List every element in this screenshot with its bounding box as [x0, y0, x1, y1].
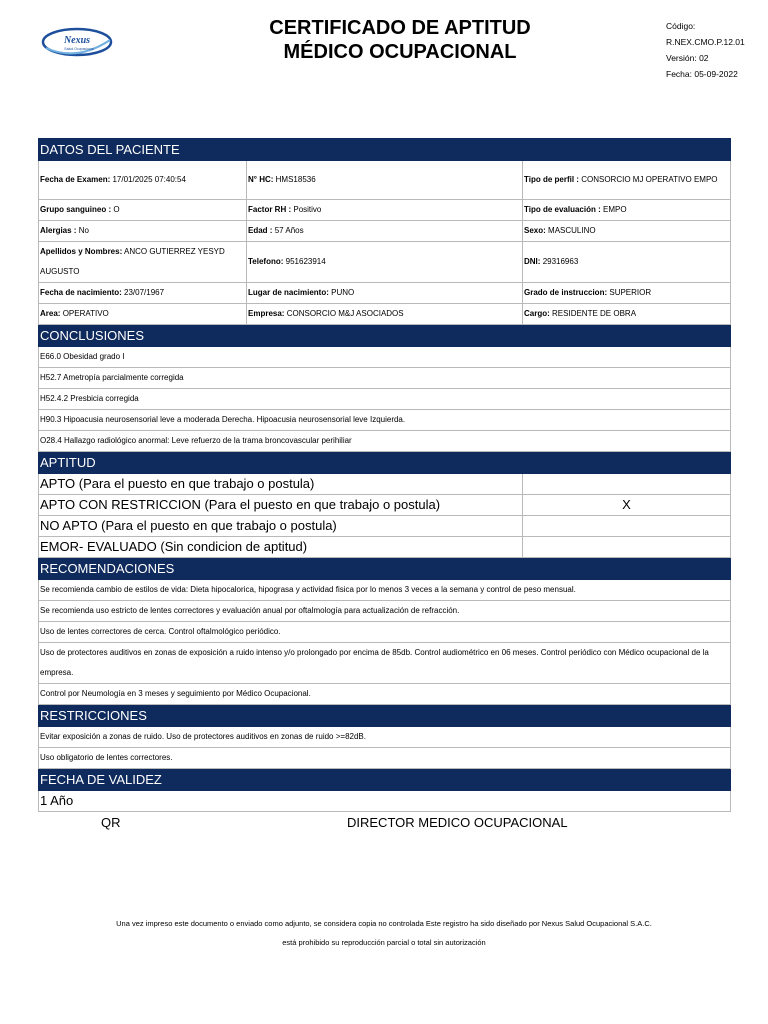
section-title: RESTRICCIONES [39, 705, 731, 727]
nombre-cell: Apellidos y Nombres: ANCO GUTIERREZ YESYD AUGUSTO [39, 242, 247, 283]
logo-text: Nexus [63, 35, 91, 46]
list-item [39, 580, 731, 601]
section-header-conclusiones [39, 325, 731, 347]
conclusion-text: H90.3 Hipoacusia neurosensorial leve a moderada Derecha. Hipoacusia neurosensorial leve Izquierda. [39, 410, 731, 431]
list-item [39, 601, 731, 622]
lugar-cell: Lugar de nacimiento: PUNO [247, 283, 523, 304]
patient-row [39, 283, 731, 304]
recomendacion-text: Uso de lentes correctores de cerca. Control oftalmológico periódico. [39, 622, 731, 643]
validez-row [39, 791, 731, 812]
list-item [39, 643, 731, 684]
codigo-label: Código: [666, 21, 696, 31]
document-title [240, 16, 560, 64]
validez-value: 1 Año [39, 791, 731, 812]
conclusion-text: H52.4.2 Presbicia corregida [39, 389, 731, 410]
footer-line-1: Una vez impreso este documento o enviado como adjunto, se considera copia no controlada Este registro ha sido diseñado por Nexus Salud Ocupacional S.A.C. [116, 919, 652, 928]
section-header-restricciones [39, 705, 731, 727]
patient-row [39, 304, 731, 325]
meta-fecha: Fecha: 05-09-2022 [666, 69, 738, 79]
aptitud-mark [523, 474, 731, 495]
list-item [39, 622, 731, 643]
section-title: RECOMENDACIONES [39, 558, 731, 580]
patient-row [39, 200, 731, 221]
aptitud-mark [523, 537, 731, 558]
list-item [39, 431, 731, 452]
edad-cell: Edad : 57 Años [247, 221, 523, 242]
section-title: DATOS DEL PACIENTE [39, 139, 731, 161]
conclusion-text: O28.4 Hallazgo radiológico anormal: Leve refuerzo de la trama broncovascular perihiliar [39, 431, 731, 452]
aptitud-label: APTO CON RESTRICCION (Para el puesto en que trabajo o postula) [39, 495, 523, 516]
evaluacion-cell: Tipo de evaluación : EMPO [523, 200, 731, 221]
instruccion-cell: Grado de instruccion: SUPERIOR [523, 283, 731, 304]
aptitud-option [39, 537, 731, 558]
company-logo [40, 26, 114, 60]
dni-cell: DNI: 29316963 [523, 242, 731, 283]
recomendacion-text: Uso de protectores auditivos en zonas de exposición a ruido intenso y/o prolongado por encima de 85db. Control audiométrico en 06 meses. Control periódico con Médico ocupacional de la empresa. [39, 643, 731, 684]
section-header-recomendaciones [39, 558, 731, 580]
restriccion-text: Evitar exposición a zonas de ruido. Uso de protectores auditivos en zonas de ruido >=82dB. [39, 727, 731, 748]
restriccion-text: Uso obligatorio de lentes correctores. [39, 748, 731, 769]
list-item [39, 410, 731, 431]
conclusion-text: H52.7 Ametropía parcialmente corregida [39, 368, 731, 389]
list-item [39, 727, 731, 748]
list-item [39, 748, 731, 769]
aptitud-label: NO APTO (Para el puesto en que trabajo o postula) [39, 516, 523, 537]
grupo-cell: Grupo sanguineo : O [39, 200, 247, 221]
aptitud-label: APTO (Para el puesto en que trabajo o postula) [39, 474, 523, 495]
aptitud-mark [523, 516, 731, 537]
list-item [39, 389, 731, 410]
patient-row [39, 221, 731, 242]
qr-label: QR [101, 815, 121, 830]
cargo-cell: Cargo: RESIDENTE DE OBRA [523, 304, 731, 325]
hc-cell: N° HC: HMS18536 [247, 161, 523, 200]
aptitud-option [39, 474, 731, 495]
area-cell: Area: OPERATIVO [39, 304, 247, 325]
section-title: CONCLUSIONES [39, 325, 731, 347]
patient-row [39, 242, 731, 283]
document-meta [666, 18, 745, 82]
director-signature-label: DIRECTOR MEDICO OCUPACIONAL [347, 815, 568, 830]
aptitud-mark: X [523, 495, 731, 516]
fecha-examen-cell: Fecha de Examen: 17/01/2025 07:40:54 [39, 161, 247, 200]
recomendacion-text: Se recomienda cambio de estilos de vida: Dieta hipocalorica, hipograsa y actividad fisica por lo menos 3 veces a la semana y control de peso mensual. [39, 580, 731, 601]
title-line-1: CERTIFICADO DE APTITUD [269, 17, 531, 39]
telefono-cell: Telefono: 951623914 [247, 242, 523, 283]
list-item [39, 684, 731, 705]
section-title: APTITUD [39, 452, 731, 474]
section-header-validez [39, 769, 731, 791]
aptitud-label: EMOR- EVALUADO (Sin condicion de aptitud) [39, 537, 523, 558]
aptitud-option [39, 495, 731, 516]
version: Versión: 02 [666, 53, 709, 63]
section-header-aptitud [39, 452, 731, 474]
conclusion-text: E66.0 Obesidad grado I [39, 347, 731, 368]
logo-subtext: Salud Ocupacional [64, 47, 94, 51]
recomendacion-text: Se recomienda uso estricto de lentes correctores y evaluación anual por oftalmología para actualización de refracción. [39, 601, 731, 622]
sexo-cell: Sexo: MASCULINO [523, 221, 731, 242]
certificate-table [38, 138, 731, 812]
title-line-2: MÉDICO OCUPACIONAL [283, 41, 517, 63]
section-title: FECHA DE VALIDEZ [39, 769, 731, 791]
alergias-cell: Alergias : No [39, 221, 247, 242]
footer-line-2: está prohibido su reproducción parcial o total sin autorización [282, 938, 486, 947]
nacimiento-cell: Fecha de nacimiento: 23/07/1967 [39, 283, 247, 304]
recomendacion-text: Control por Neumología en 3 meses y seguimiento por Médico Ocupacional. [39, 684, 731, 705]
patient-row [39, 161, 731, 200]
list-item [39, 347, 731, 368]
aptitud-option [39, 516, 731, 537]
codigo-value: R.NEX.CMO.P.12.01 [666, 37, 745, 47]
list-item [39, 368, 731, 389]
perfil-cell: Tipo de perfil : CONSORCIO MJ OPERATIVO EMPO [523, 161, 731, 200]
section-header-patient [39, 139, 731, 161]
empresa-cell: Empresa: CONSORCIO M&J ASOCIADOS [247, 304, 523, 325]
rh-cell: Factor RH : Positivo [247, 200, 523, 221]
